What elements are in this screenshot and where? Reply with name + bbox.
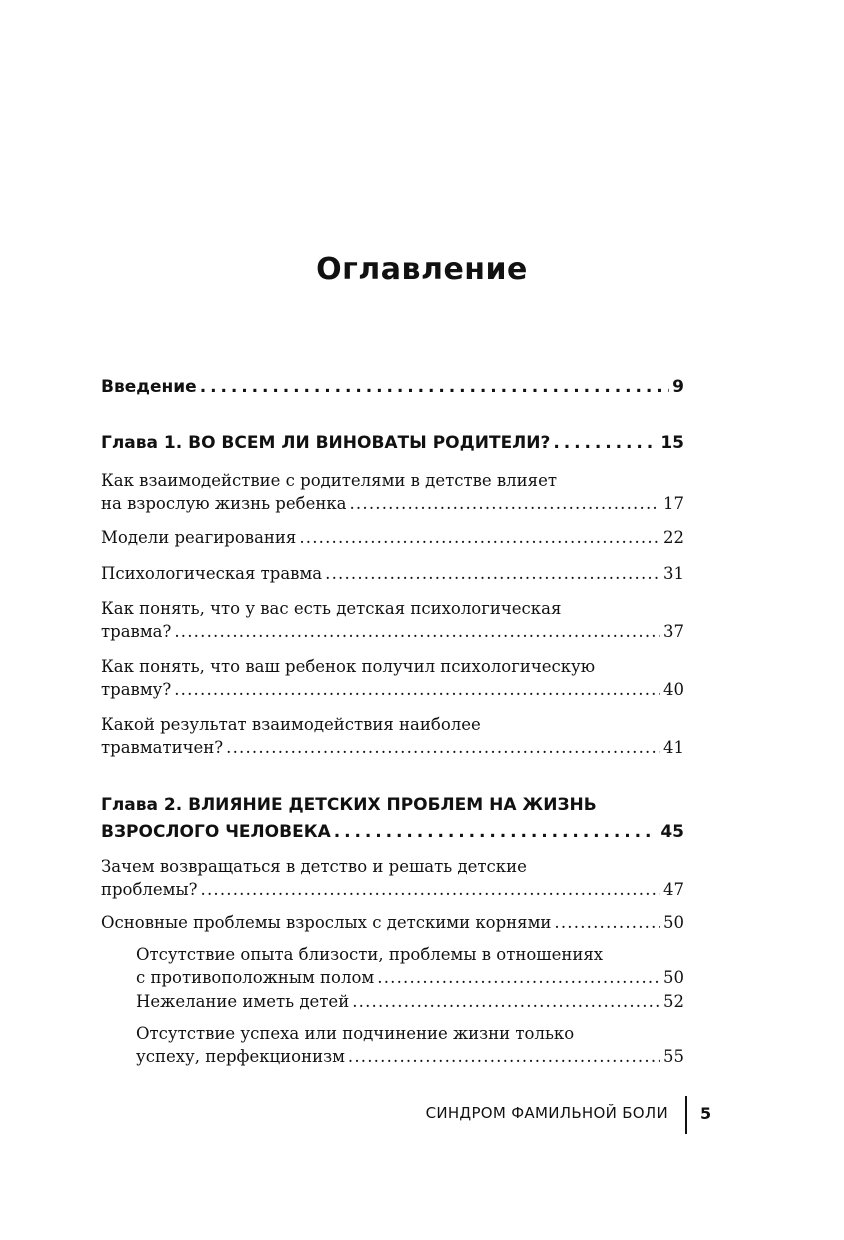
toc-entry-subsection[interactable]: [136, 943, 684, 989]
dot-leader: [348, 1045, 660, 1068]
toc-entry-section[interactable]: [101, 655, 684, 701]
toc-entry-section[interactable]: [101, 855, 684, 901]
toc-page-number: 15: [660, 433, 684, 453]
toc-entry-title: Основные проблемы взрослых с детскими корнями: [101, 913, 552, 932]
toc-page-number: 9: [672, 377, 684, 397]
toc-entry-subsection[interactable]: [136, 992, 684, 1011]
dot-leader: [174, 620, 660, 643]
toc-entry-title: Введение: [101, 377, 197, 397]
dot-leader: [377, 966, 660, 989]
toc-entry-title-line: Как понять, что ваш ребенок получил психологическую: [101, 657, 596, 676]
toc-entry-section[interactable]: [101, 564, 684, 583]
toc-page-number: 45: [660, 822, 684, 842]
toc-page-number: 50: [663, 968, 684, 987]
toc-entry-title: Модели реагирования: [101, 528, 297, 547]
toc-page-number: 47: [663, 880, 684, 899]
toc-entry-title-line: Зачем возвращаться в детство и решать детские: [101, 857, 527, 876]
dot-leader: [352, 992, 660, 1011]
footer-divider: [685, 1096, 687, 1134]
dot-leader: [299, 528, 660, 547]
toc-entry-subsection[interactable]: [136, 1022, 684, 1068]
toc-entry-title: Глава 1. ВО ВСЕМ ЛИ ВИНОВАТЫ РОДИТЕЛИ?: [101, 433, 551, 453]
toc-entry-chapter-1[interactable]: [101, 433, 684, 453]
toc-page-number: 50: [663, 913, 684, 932]
toc-entry-section[interactable]: [101, 469, 684, 515]
dot-leader: [200, 377, 669, 397]
running-footer-title: СИНДРОМ ФАМИЛЬНОЙ БОЛИ: [425, 1104, 668, 1122]
toc-page-number: 41: [663, 738, 684, 757]
footer-page-number: 5: [700, 1104, 712, 1123]
toc-entry-title: успеху, перфекционизм: [136, 1047, 345, 1066]
toc-entry-section[interactable]: [101, 597, 684, 643]
dot-leader: [226, 736, 660, 759]
dot-leader: [325, 564, 660, 583]
toc-entry-section[interactable]: [101, 913, 684, 932]
dot-leader: [554, 913, 660, 932]
toc-entry-title-line: Глава 2. ВЛИЯНИЕ ДЕТСКИХ ПРОБЛЕМ НА ЖИЗНЬ: [101, 795, 597, 815]
toc-page-number: 17: [663, 494, 684, 513]
toc-entry-title-line: Отсутствие успеха или подчинение жизни только: [136, 1024, 575, 1043]
toc-page-number: 55: [663, 1047, 684, 1066]
toc-entry-title: травматичен?: [101, 738, 224, 757]
toc-page-number: 37: [663, 622, 684, 641]
dot-leader: [174, 678, 660, 701]
dot-leader: [349, 492, 660, 515]
dot-leader: [553, 433, 657, 453]
toc-entry-title: травму?: [101, 680, 172, 699]
toc-entry-title-line: Как понять, что у вас есть детская психологическая: [101, 599, 562, 618]
toc-entry-title: с противоположным полом: [136, 968, 375, 987]
dot-leader: [201, 878, 661, 901]
dot-leader: [334, 819, 658, 846]
toc-entry-chapter-2[interactable]: [101, 792, 684, 846]
toc-page-number: 52: [663, 992, 684, 1011]
toc-page-number: 31: [663, 564, 684, 583]
toc-entry-title-line: Какой результат взаимодействия наиболее: [101, 715, 481, 734]
toc-page-number: 40: [663, 680, 684, 699]
toc-page-number: 22: [663, 528, 684, 547]
toc-entry-section[interactable]: [101, 713, 684, 759]
toc-entry-title: ВЗРОСЛОГО ЧЕЛОВЕКА: [101, 822, 331, 842]
toc-entry-title: на взрослую жизнь ребенка: [101, 494, 347, 513]
page-title: Оглавление: [316, 252, 528, 287]
toc-entry-section[interactable]: [101, 528, 684, 547]
toc-entry-title: Нежелание иметь детей: [136, 992, 350, 1011]
toc-entry-title: травма?: [101, 622, 172, 641]
toc-entry-introduction[interactable]: [101, 377, 684, 397]
toc-entry-title: проблемы?: [101, 880, 198, 899]
toc-entry-title-line: Как взаимодействие с родителями в детстве влияет: [101, 471, 557, 490]
toc-entry-title-line: Отсутствие опыта близости, проблемы в отношениях: [136, 945, 604, 964]
toc-entry-title: Психологическая травма: [101, 564, 323, 583]
